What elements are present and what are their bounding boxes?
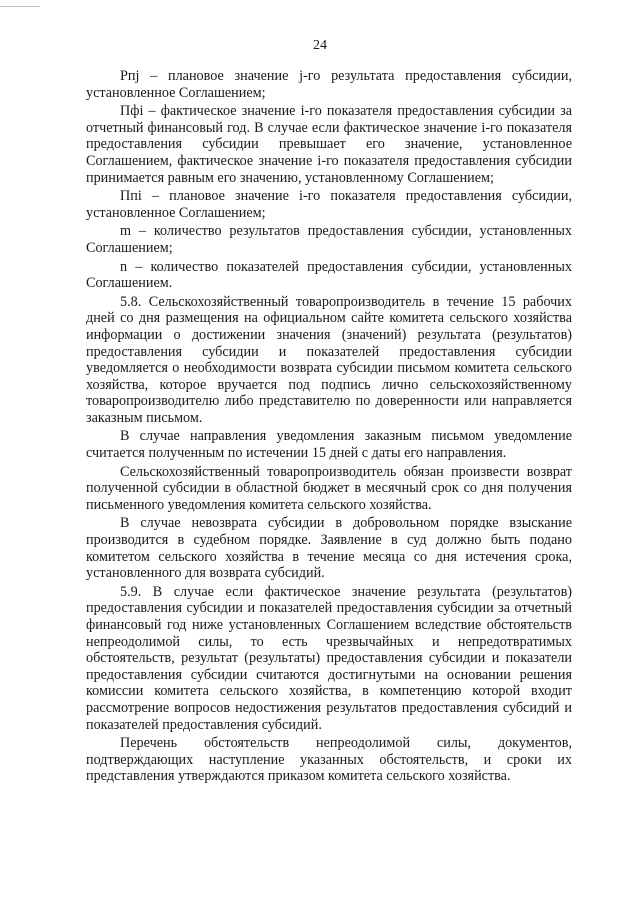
paragraph-section-5-9: 5.9. В случае если фактическое значение результата (результатов) предоставления субсидии и показателей предоставления субсидии за отчетный финансовый год ниже установленных Соглашением вследствие обстоятельств непреодолимой силы, то есть чрезвычайных и непредотвратимых обстоятельств, результат (результаты) предоставления субсидии и показатели предоставления субсидии считаются достигнутыми на основании решения комиссии комитета сельского хозяйства, в компетенцию которой входит рассмотрение вопросов недостижения результатов предоставления субсидий и показателей предоставления субсидий. [86, 583, 572, 733]
paragraph-refund-obligation: Сельскохозяйственный товаропроизводитель обязан произвести возврат полученной субсидии в областной бюджет в месячный срок со дня получения письменного уведомления комитета сельского хозяйства. [86, 463, 572, 513]
paragraph-rp-definition: Рпj – плановое значение j-го результата предоставления субсидии, установленное Соглашением; [86, 68, 572, 101]
paragraph-pf-definition: Пфi – фактическое значение i-го показателя предоставления субсидии за отчетный финансовый год. В случае если фактическое значение i-го показателя предоставления субсидии превышает его значение, установленное Соглашением, фактическое значение i-го показателя предоставления субсидии принимается равным его значению, установленному Соглашением; [86, 103, 572, 186]
paragraph-force-majeure-list: Перечень обстоятельств непреодолимой силы, документов, подтверждающих наступление указанных обстоятельств, и сроки их представления утверждаются приказом комитета сельского хозяйства. [86, 735, 572, 785]
paragraph-registered-letter: В случае направления уведомления заказным письмом уведомление считается полученным по истечении 15 дней с даты его направления. [86, 428, 572, 462]
paragraph-section-5-8: 5.8. Сельскохозяйственный товаропроизводитель в течение 15 рабочих дней со дня размещения на официальном сайте комитета сельского хозяйства информации о достижении значения (значений) результата (результатов) предоставления субсидии и показателей предоставления субсидии уведомляется о необходимости возврата субсидии письмом комитета сельского хозяйства, которое вручается под подпись лично сельскохозяйственному товаропроизводителю либо представителю по доверенности или направляется заказным письмом. [86, 293, 572, 426]
page-number: 24 [313, 38, 327, 53]
document-body [86, 68, 572, 787]
paragraph-court-recovery: В случае невозврата субсидии в добровольном порядке взыскание производится в судебном порядке. Заявление в суд должно быть подано комитетом сельского хозяйства в течение месяца со дня истечения срока, установленного для возврата субсидий. [86, 515, 572, 582]
scan-corner-mark [0, 0, 40, 7]
paragraph-n-definition: n – количество показателей предоставления субсидии, установленных Соглашением. [86, 258, 572, 292]
paragraph-m-definition: m – количество результатов предоставления субсидии, установленных Соглашением; [86, 223, 572, 256]
paragraph-pp-definition: Ппi – плановое значение i-го показателя предоставления субсидии, установленное Соглашением; [86, 188, 572, 221]
